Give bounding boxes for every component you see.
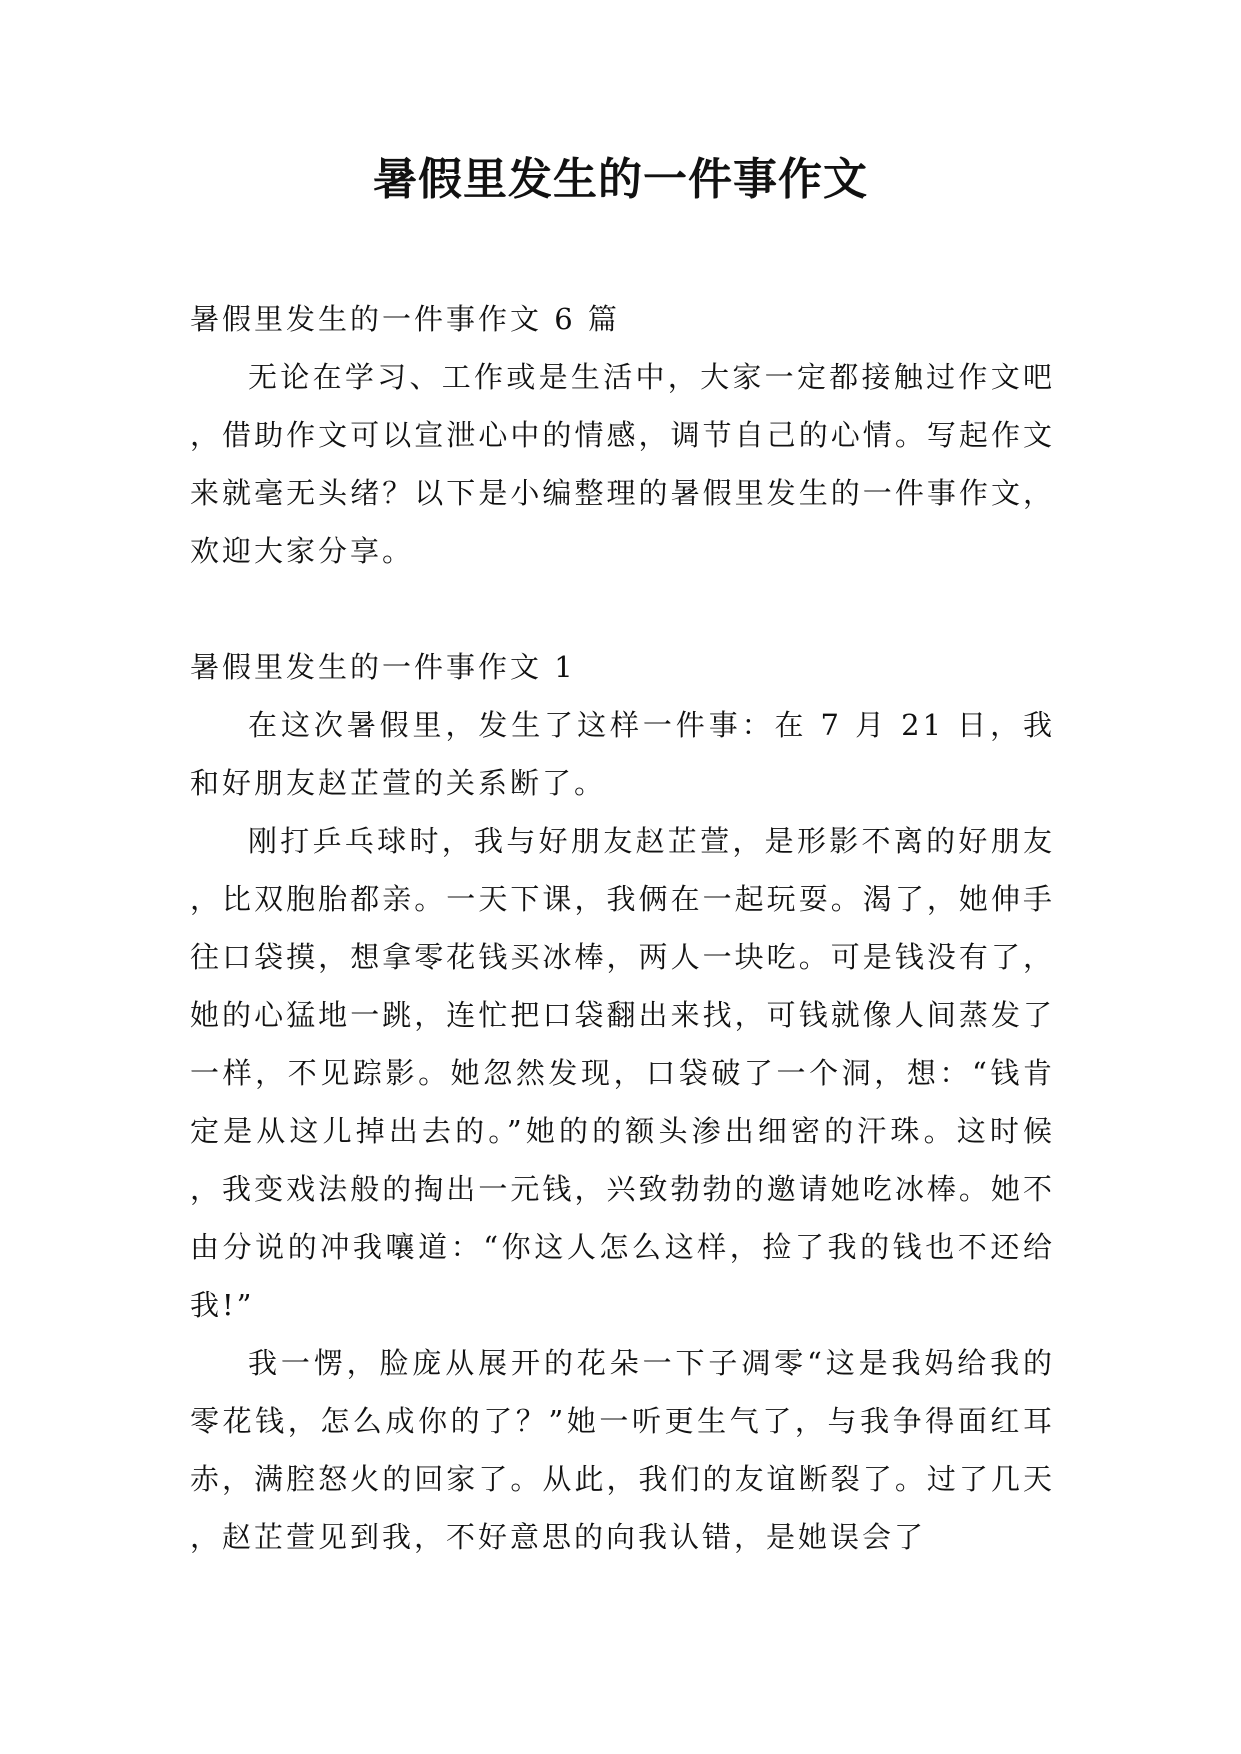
document-body [190,290,1055,1566]
document-title: 暑假里发生的一件事作文 [373,154,868,205]
section-spacer [190,580,1055,638]
collection-heading: 暑假里发生的一件事作文 6 篇 [190,302,620,336]
essay-1-heading: 暑假里发生的一件事作文 1 [190,650,576,684]
essay-1-paragraph-3: 我一愣，脸庞从展开的花朵一下子凋零“这是我妈给我的零花钱，怎么成你的了？”她一听更生气了，与我争得面红耳赤，满腔怒火的回家了。从此，我们的友谊断裂了。过了几天，赵芷萱见到我，不好意思的向我认错，是她误会了 [190,1346,1055,1554]
essay-1-paragraph-2: 刚打乒乓球时，我与好朋友赵芷萱，是形影不离的好朋友，比双胞胎都亲。一天下课，我俩在一起玩耍。渴了，她伸手往口袋摸，想拿零花钱买冰棒，两人一块吃。可是钱没有了，她的心猛地一跳，连忙把口袋翻出来找，可钱就像人间蒸发了一样，不见踪影。她忽然发现，口袋破了一个洞，想：“钱肯定是从这儿掉出去的。”她的的额头渗出细密的汗珠。这时候，我变戏法般的掏出一元钱，兴致勃勃的邀请她吃冰棒。她不由分说的冲我嚷道：“你这人怎么这样，捡了我的钱也不还给我!” [190,824,1055,1322]
intro-paragraph: 无论在学习、工作或是生活中，大家一定都接触过作文吧，借助作文可以宣泄心中的情感，调节自己的心情。写起作文来就毫无头绪？以下是小编整理的暑假里发生的一件事作文，欢迎大家分享。 [190,360,1055,568]
essay-1-paragraph-1: 在这次暑假里，发生了这样一件事：在 7 月 21 日，我和好朋友赵芷萱的关系断了。 [190,708,1055,800]
